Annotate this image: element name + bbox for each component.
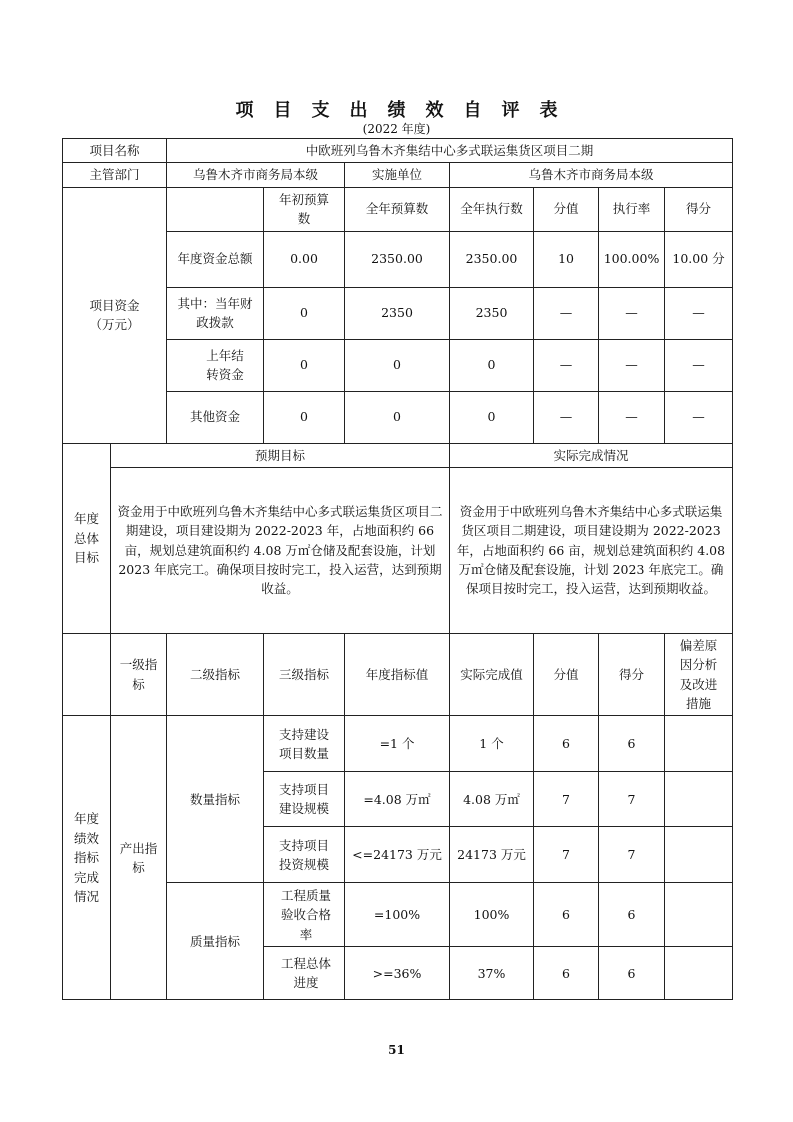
actual-result-label: 实际完成情况: [450, 443, 733, 467]
funds-cell: 10: [534, 231, 599, 287]
deviation-note: [665, 716, 733, 772]
funds-header-cell: 分值: [534, 187, 599, 231]
page-number: 51: [388, 1043, 405, 1057]
funds-header-cell: 全年执行数: [450, 187, 534, 231]
indicator-header-cell: 年度指标值: [345, 633, 450, 716]
funds-header-row: [63, 187, 733, 231]
funds-cell: —: [534, 339, 599, 391]
level3-indicator: 支持建设 项目数量: [264, 716, 345, 772]
unit-value: 乌鲁木齐市商务局本级: [450, 163, 733, 187]
got-value: 7: [599, 827, 665, 883]
score-value: 6: [534, 883, 599, 947]
indicator-header-cell: 偏差原 因分析 及改进 措施: [665, 633, 733, 716]
funds-cell: —: [665, 287, 733, 339]
funds-cell: 2350: [450, 287, 534, 339]
funds-header-cell: 得分: [665, 187, 733, 231]
project-name-row: [63, 139, 733, 163]
score-value: 6: [534, 947, 599, 1000]
deviation-note: [665, 883, 733, 947]
score-value: 7: [534, 772, 599, 827]
funds-section-label: 项目资金 （万元）: [63, 187, 167, 443]
score-value: 6: [534, 716, 599, 772]
funds-header-cell: 全年预算数: [345, 187, 450, 231]
target-value: =4.08 万㎡: [345, 772, 450, 827]
level2-indicator: 数量指标: [167, 716, 264, 883]
unit-label: 实施单位: [345, 163, 450, 187]
level3-indicator: 工程总体 进度: [264, 947, 345, 1000]
level3-indicator: 支持项目 投资规模: [264, 827, 345, 883]
actual-value: 24173 万元: [450, 827, 534, 883]
got-value: 6: [599, 947, 665, 1000]
report-year: (2022 年度): [362, 122, 431, 136]
got-value: 7: [599, 772, 665, 827]
indicator-header-cell: 实际完成值: [450, 633, 534, 716]
funds-cell: 2350.00: [450, 231, 534, 287]
funds-cell: 0: [450, 339, 534, 391]
funds-header-blank: [167, 187, 264, 231]
funds-row-label: 其中：当年财 政拨款: [167, 287, 264, 339]
expected-goal-label: 预期目标: [111, 443, 450, 467]
got-value: 6: [599, 716, 665, 772]
funds-cell: 0: [345, 339, 450, 391]
actual-result-text: 资金用于中欧班列乌鲁木齐集结中心多式联运集货区项目二期建设，项目建设期为 2022-2023 年，占地面积约 66 亩，规划总建筑面积约 4.08 万㎡仓储及配套设施，计划 2023 年底完工。确保项目按时完工，投入运营，达到预期收益。: [450, 467, 733, 633]
actual-value: 37%: [450, 947, 534, 1000]
target-value: =1 个: [345, 716, 450, 772]
deviation-note: [665, 827, 733, 883]
page-title: 项目支出绩效自评表: [235, 100, 578, 121]
goals-section-label: 年度 总体 目标: [63, 443, 111, 633]
deviation-note: [665, 947, 733, 1000]
indicator-header-cell: 二级指标: [167, 633, 264, 716]
deviation-note: [665, 772, 733, 827]
funds-cell: 0: [450, 391, 534, 443]
level2-indicator: 质量指标: [167, 883, 264, 1000]
project-name-value: 中欧班列乌鲁木齐集结中心多式联运集货区项目二期: [167, 139, 733, 163]
funds-cell: —: [599, 339, 665, 391]
funds-row-label: 上年结 转资金: [167, 339, 264, 391]
goals-content-row: [63, 467, 733, 633]
level1-indicator: 产出指 标: [111, 716, 167, 1000]
funds-cell: 0: [264, 339, 345, 391]
dept-label: 主管部门: [63, 163, 167, 187]
funds-cell: —: [534, 391, 599, 443]
level3-indicator: 支持项目 建设规模: [264, 772, 345, 827]
funds-cell: 100.00%: [599, 231, 665, 287]
indicator-header-cell: 三级指标: [264, 633, 345, 716]
indicators-section-label: 年度 绩效 指标 完成 情况: [63, 716, 111, 1000]
funds-cell: 0: [345, 391, 450, 443]
target-value: <=24173 万元: [345, 827, 450, 883]
goals-header-row: [63, 443, 733, 467]
indicator-header-cell: 得分: [599, 633, 665, 716]
self-evaluation-table: [62, 138, 733, 1000]
funds-cell: —: [599, 391, 665, 443]
funds-row-label: 其他资金: [167, 391, 264, 443]
score-value: 7: [534, 827, 599, 883]
target-value: =100%: [345, 883, 450, 947]
level3-indicator: 工程质量 验收合格 率: [264, 883, 345, 947]
expected-goal-text: 资金用于中欧班列乌鲁木齐集结中心多式联运集货区项目二期建设，项目建设期为 2022-2023 年，占地面积约 66 亩，规划总建筑面积约 4.08 万㎡仓储及配套设施，计划 2023 年底完工。确保项目按时完工，投入运营，达到预期收益。: [111, 467, 450, 633]
funds-cell: 2350: [345, 287, 450, 339]
actual-value: 1 个: [450, 716, 534, 772]
funds-row-label: 年度资金总额: [167, 231, 264, 287]
dept-value: 乌鲁木齐市商务局本级: [167, 163, 345, 187]
funds-cell: —: [599, 287, 665, 339]
funds-cell: 10.00 分: [665, 231, 733, 287]
funds-cell: 2350.00: [345, 231, 450, 287]
funds-header-cell: 执行率: [599, 187, 665, 231]
indicator-header-blank: [63, 633, 111, 716]
project-name-label: 项目名称: [63, 139, 167, 163]
got-value: 6: [599, 883, 665, 947]
funds-cell: —: [534, 287, 599, 339]
funds-cell: 0.00: [264, 231, 345, 287]
indicator-header-row: [63, 633, 733, 716]
target-value: >=36%: [345, 947, 450, 1000]
indicator-header-cell: 一级指 标: [111, 633, 167, 716]
funds-header-cell: 年初预算 数: [264, 187, 345, 231]
actual-value: 100%: [450, 883, 534, 947]
funds-cell: 0: [264, 391, 345, 443]
funds-cell: —: [665, 391, 733, 443]
funds-cell: 0: [264, 287, 345, 339]
actual-value: 4.08 万㎡: [450, 772, 534, 827]
indicator-row: [63, 716, 733, 772]
funds-cell: —: [665, 339, 733, 391]
department-row: [63, 163, 733, 187]
indicator-header-cell: 分值: [534, 633, 599, 716]
